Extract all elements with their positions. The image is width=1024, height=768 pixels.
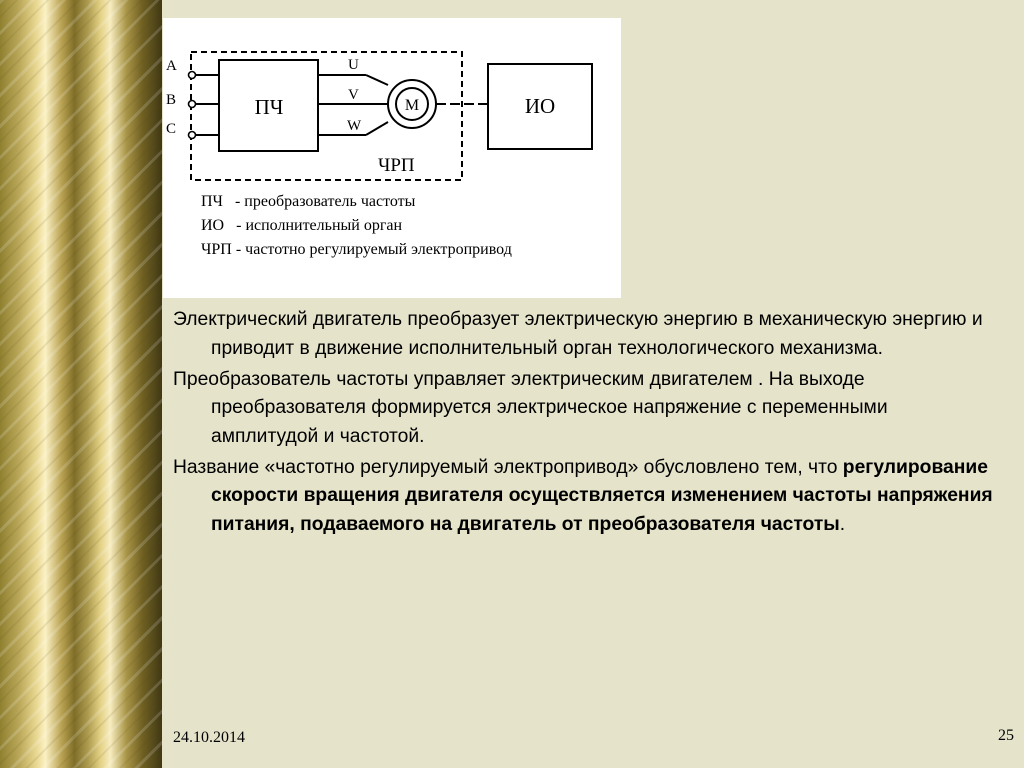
input-label-a: A xyxy=(166,58,177,74)
input-label-c: C xyxy=(166,121,177,137)
terminal-b xyxy=(189,101,196,108)
input-label-b: B xyxy=(166,92,177,108)
decorative-side-border xyxy=(0,0,162,768)
slide-page-number: 25 xyxy=(998,727,1014,744)
legend-item-drive: ЧРП - частотно регулируемый электропривод xyxy=(201,241,512,258)
slide-body-text xyxy=(173,306,993,542)
paragraph-motor: Электрический двигатель преобразует электрическую энергию в механическую энергию и приводит в движение исполнительный орган технологического механизма. xyxy=(173,309,983,359)
output-label-w: W xyxy=(347,118,362,134)
diagram-legend xyxy=(201,190,512,262)
legend-item-actuator: ИО - исполнительный орган xyxy=(201,217,403,234)
terminal-a xyxy=(189,72,196,79)
converter-label: ПЧ xyxy=(254,95,284,119)
paragraph-name-origin xyxy=(173,454,993,540)
paragraph-name-origin-end: . xyxy=(839,513,846,535)
drive-block-diagram xyxy=(163,18,621,298)
output-label-u: U xyxy=(348,57,359,73)
drive-label: ЧРП xyxy=(378,155,415,176)
paragraph-name-origin-emphasis: регулирование скорости вращения двигателя осуществляется изменением частоты напряжения питания, подаваемого на двигатель от преобразователя частоты xyxy=(211,456,993,535)
paragraph-name-origin-intro: Название «частотно регулируемый электропривод» обусловлено тем, что xyxy=(173,456,843,478)
output-line-u-bend xyxy=(366,75,388,85)
motor-label: М xyxy=(404,97,420,114)
footer-date: 24.10.2014 xyxy=(173,729,245,746)
actuator-label: ИО xyxy=(524,94,556,118)
legend-item-converter: ПЧ - преобразователь частоты xyxy=(201,193,416,210)
terminal-c xyxy=(189,132,196,139)
output-label-v: V xyxy=(348,87,359,103)
paragraph-converter: Преобразователь частоты управляет электрическим двигателем . На выходе преобразователя формируется электрическое напряжение с переменными амплитудой и частотой. xyxy=(173,368,888,447)
output-line-w-bend xyxy=(366,122,388,135)
